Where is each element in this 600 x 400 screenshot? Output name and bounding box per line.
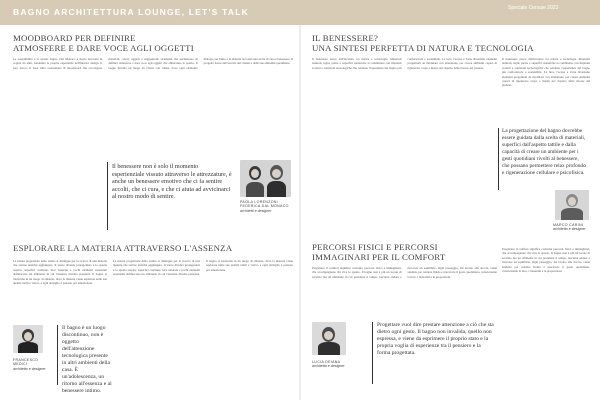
- article-body: La sostenibilità e lo spazio bagno. Dal Monaco e Peola lavorano in coppia da anni, fondendo le proprie esperienze nell'interior design. Il loro lavoro si basa sulla costruzione di moodboard che raccolgono materiali, colori, oggetti e suggestioni: strumenti che permettono di definire atmosfere e dare voce agli oggetti che abiteranno lo spazio. Il bagno diventa un luogo da vivere con calma, dove ogni elemento dialoga con l'altro e la materia racconta una storia di cura e benessere. Il progetto nasce dall'ascolto del cliente e delle sue abitudini quotidiane.: [13, 57, 293, 70]
- article-title: PERCORSI FISICI E PERCORSI IMMAGINARI PER IL COMFORT: [312, 242, 446, 262]
- quote-rule: [57, 325, 58, 385]
- page-gutter: [299, 25, 301, 400]
- article-body-cont: Il benessere nasce dall'incontro tra natura e tecnologia. Materiali naturali, legni, pietre e superfici materiche si combinano con impianti evoluti e soluzioni tecnologiche che rendono l'esperienza del bagno più confortevole e sostenibile. La luce, l'acqua e l'aria diventano elementi progettuali da modulare con attenzione, per creare ambienti capaci di rigenerare corpo e mente nel rispetto delle risorse del pianeta.: [502, 57, 590, 88]
- portrait-photo: [312, 322, 346, 355]
- quote-rule: [498, 128, 499, 190]
- portrait-photo: [240, 160, 291, 197]
- portrait-photo: [13, 325, 43, 353]
- pull-quote: La progettazione del bagno dovrebbe essere guidata dalla scelta di materiali, superfici dall'aspetto tattile e dalla capacità di creare un ambiente per i gesti quotidiani rivolti al benessere, che possano permettere relax profondo e rigenerazione cellulare e psicofisica.: [502, 128, 586, 176]
- article-title: MOODBOARD PER DEFINIRE ATMOSFERE E DARE VOCE AGLI OGGETTI: [13, 33, 194, 53]
- pull-quote: Il benessere non è solo il momento esperienziale vissuto attraverso le attrezzature, è anche un benessere emotivo che ci fa sentire accolti, che ci cura, e che ci aiuta ad avvicinarci al nostro modo di sentire.: [112, 163, 232, 201]
- photo-caption: PAOLA LORENZONI FEDERICA DAL MONACO architetti e designer: [240, 200, 289, 213]
- pull-quote: Progettare vuol dire prestare attenzione a ciò che sta dietro ogni gesto. Il bagno non invalida, quello non espressa, e viene da esprimere il proprio stato e la propria voglia di esperienze tra il pensiero e la forma progettata.: [377, 322, 494, 356]
- photo-caption: MARCO CARINI architetto e designer: [553, 223, 586, 232]
- pull-quote: Il bagno è un luogo discontinuo, non è oggetto dell'attenzione tecnologica presente in altri ambienti della casa. È un'adolescenza, un ritorno all'essenza e al benessere intimo.: [62, 325, 112, 394]
- article-title: ESPLORARE LA MATERIA ATTRAVERSO L'ASSENZA: [13, 243, 233, 253]
- photo-caption: LUCIA DEIANA architetta e designer: [312, 360, 345, 369]
- issue-label: Speciale Cersaie 2023: [508, 5, 559, 11]
- section-title: BAGNO ARCHITETTURA LOUNGE, LET'S TALK: [13, 7, 249, 17]
- page-header: [0, 0, 600, 25]
- portrait-photo: [555, 190, 589, 220]
- quote-rule: [107, 162, 108, 230]
- photo-caption: FRANCESCO MEDICI architetto e designer: [13, 358, 46, 371]
- quote-rule: [372, 322, 373, 384]
- article-body: Il benessere nasce dall'incontro tra natura e tecnologia. Materiali naturali, legni, pietre e superfici materiche si combinano con impianti evoluti e soluzioni tecnologiche che rendono l'esperienza del bagno più confortevole e sostenibile. La luce, l'acqua e l'aria diventano elementi progettuali da modulare con attenzione, per creare ambienti capaci di rigenerare corpo e mente nel rispetto delle risorse del pianeta.: [312, 57, 497, 70]
- article-body-cont: Progettare il comfort significa costruire percorsi, fisici e immaginari, che accompagnano chi vive lo spazio. Il bagno non è più un locale di servizio ma un ambiente in cui prendersi il tempo, lasciarsi andare e ritrovare un equilibrio. Ogni passaggio, dal lavabo alla doccia, viene studiato per rendere fluido e piacevole il gesto quotidiano, valorizzando la luce, i materiali e le proporzioni.: [502, 247, 590, 274]
- article-title: IL BENESSERE? UNA SINTESI PERFETTA DI NATURA E TECNOLOGIA: [312, 33, 534, 53]
- article-body: La natura progettuale dello studio si distingue per la ricerca di una materia che sottrae anziché aggiungere. Il vuoto diventa protagonista e lo spazio respira: superfici continue, luce naturale e pochi elementi essenziali definiscono un ambiente in cui l'assenza diventa presenza. Il bagno si trasforma in un luogo di silenzio, dove la materia viene esplorata nelle sue qualità tattili e visive, e ogni dettaglio è pensato per emozionare.: [13, 259, 107, 286]
- article-body-cont: La natura progettuale dello studio si distingue per la ricerca di una materia che sottrae anziché aggiungere. Il vuoto diventa protagonista e lo spazio respira: superfici continue, luce naturale e pochi elementi essenziali definiscono un ambiente in cui l'assenza diventa presenza. Il bagno si trasforma in un luogo di silenzio, dove la materia viene esplorata nelle sue qualità tattili e visive, e ogni dettaglio è pensato per emozionare.: [113, 259, 293, 277]
- article-body: Progettare il comfort significa costruire percorsi, fisici e immaginari, che accompagnano chi vive lo spazio. Il bagno non è più un locale di servizio ma un ambiente in cui prendersi il tempo, lasciarsi andare e ritrovare un equilibrio. Ogni passaggio, dal lavabo alla doccia, viene studiato per rendere fluido e piacevole il gesto quotidiano, valorizzando la luce, i materiali e le proporzioni.: [312, 266, 497, 279]
